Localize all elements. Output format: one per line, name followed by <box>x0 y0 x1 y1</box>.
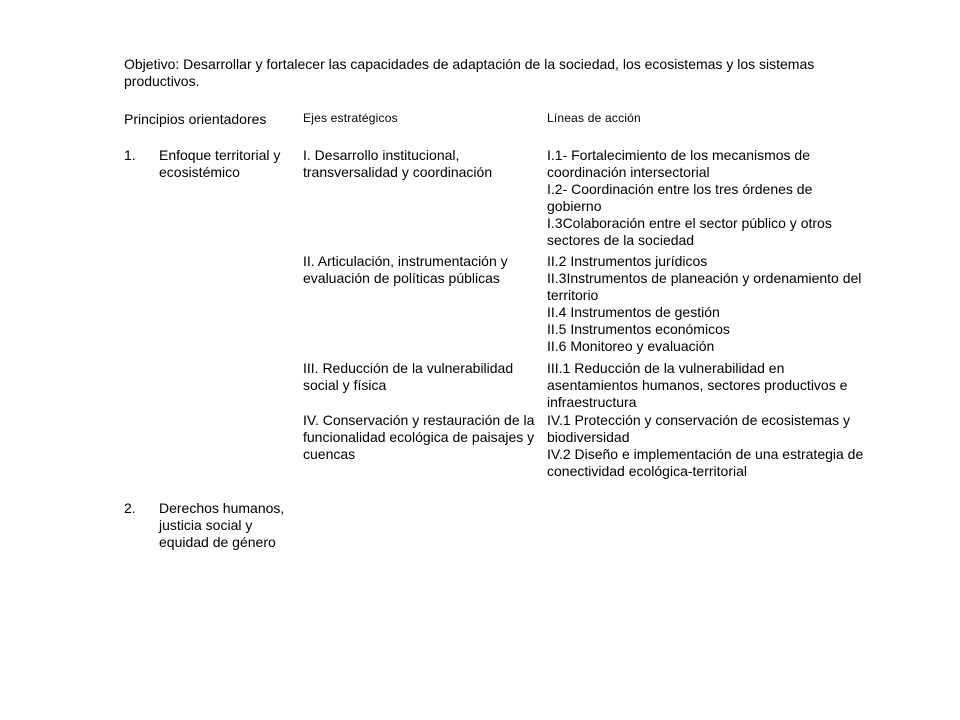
axis-2: II. Articulación, instrumentación y evaluación de políticas públicas <box>303 253 508 286</box>
header-lines: Líneas de acción <box>547 111 641 125</box>
line-IV-1: IV.1 Protección y conservación de ecosistemas y biodiversidad <box>547 412 850 445</box>
line-IV-2: IV.2 Diseño e implementación de una estrategia de conectividad ecológica-territorial <box>547 446 864 479</box>
line-I-1: I.1- Fortalecimiento de los mecanismos de coordinación intersectorial <box>547 147 810 180</box>
axis-3: III. Reducción de la vulnerabilidad social y física <box>303 360 514 393</box>
principle-text: Enfoque territorial y ecosistémico <box>159 147 281 180</box>
principle-text: Derechos humanos, justicia social y equidad de género <box>159 500 285 550</box>
principle-1 <box>124 147 296 181</box>
line-III-1: III.1 Reducción de la vulnerabilidad en asentamientos humanos, sectores productivos e infraestructura <box>547 360 848 410</box>
header-axes: Ejes estratégicos <box>303 111 398 125</box>
line-II-6: II.6 Monitoreo y evaluación <box>547 338 715 354</box>
line-II-3: II.3Instrumentos de planeación y ordenamiento del territorio <box>547 270 862 303</box>
axis-1: I. Desarrollo institucional, transversalidad y coordinación <box>303 147 493 180</box>
objective-text: Objetivo: Desarrollar y fortalecer las capacidades de adaptación de la sociedad, los ecosistemas y los sistemas productivos. <box>124 56 815 89</box>
line-II-4: II.4 Instrumentos de gestión <box>547 304 720 320</box>
principle-number: 1. <box>124 147 136 163</box>
principle-2 <box>124 500 296 551</box>
line-I-3: I.3Colaboración entre el sector público y otros sectores de la sociedad <box>547 215 832 248</box>
line-II-2: II.2 Instrumentos jurídicos <box>547 253 708 269</box>
principle-number: 2. <box>124 500 136 516</box>
header-principles: Principios orientadores <box>124 111 267 127</box>
line-I-2: I.2- Coordinación entre los tres órdenes de gobierno <box>547 181 813 214</box>
line-II-5: II.5 Instrumentos económicos <box>547 321 730 337</box>
axis-4: IV. Conservación y restauración de la funcionalidad ecológica de paisajes y cuencas <box>303 412 535 462</box>
